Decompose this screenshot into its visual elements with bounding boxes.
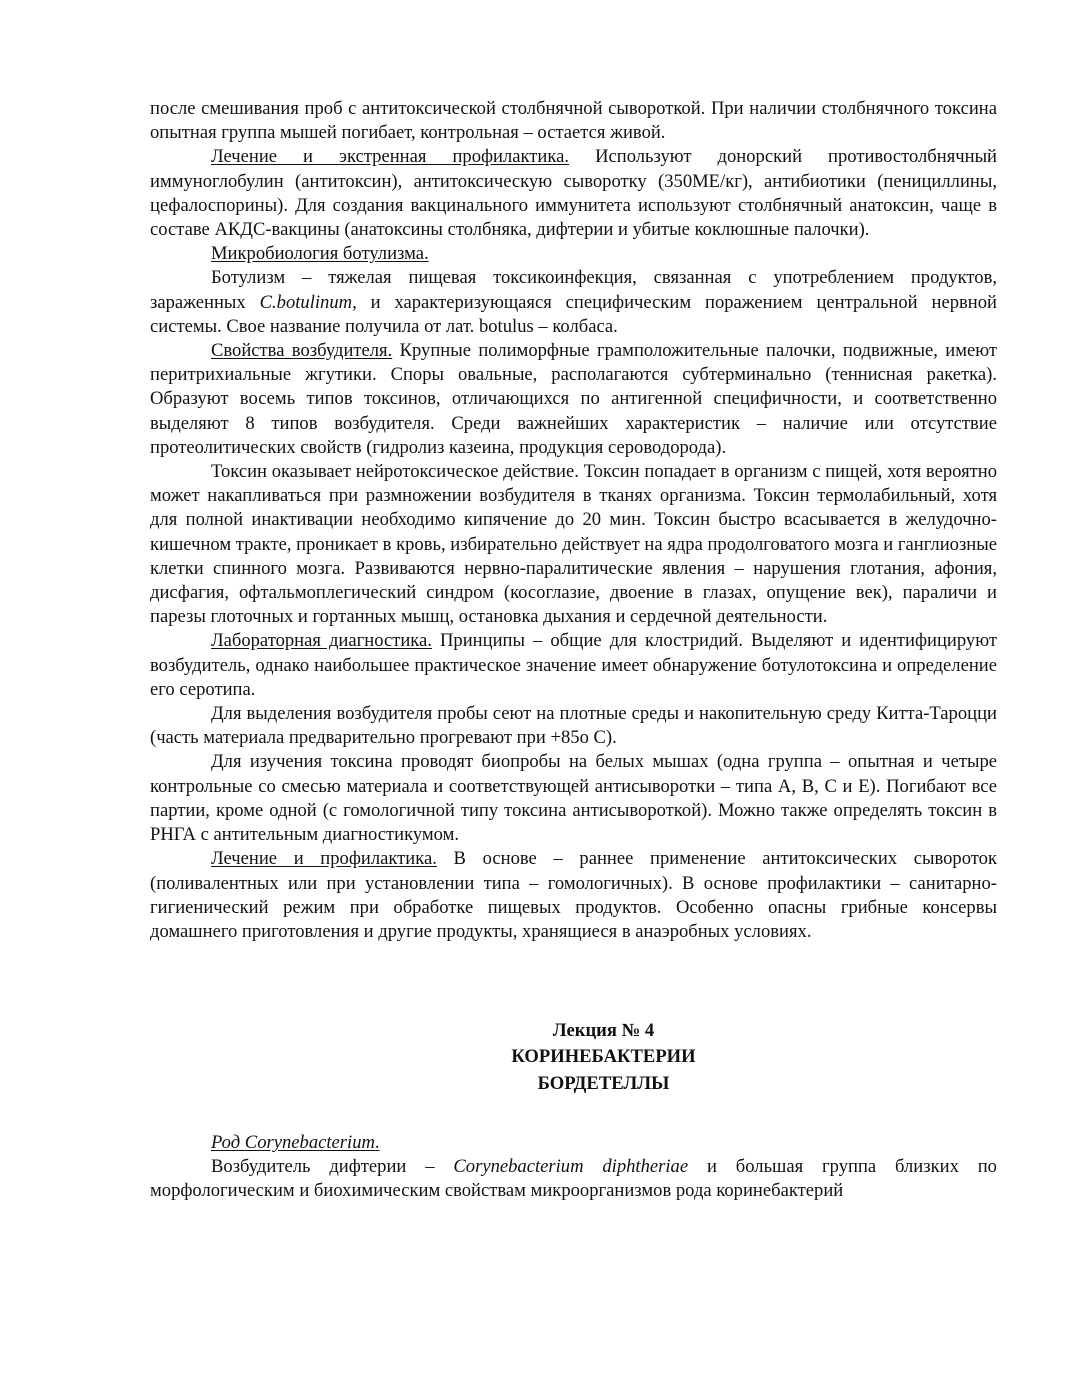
heading-period: .: [374, 1132, 380, 1153]
paragraph-text: после смешивания проб с антитоксической столбнячной сывороткой. При наличии столбнячного токсина опытная группа мышей погибает, контрольная – остается живой.: [150, 98, 997, 144]
section-heading-genus: Род Corynebacterium: [211, 1132, 375, 1153]
section-heading-botulism-treatment: Лечение и профилактика.: [211, 848, 437, 870]
paragraph-tetanus-treatment: [150, 145, 997, 242]
paragraph-tetanus-test-end: [150, 97, 997, 145]
document-page: [150, 97, 997, 1204]
paragraph-botulism-heading: [150, 242, 997, 266]
paragraph-text: Ботулизм – тяжелая пищевая токсикоинфекция, связанная с употреблением продуктов, зараженных: [150, 267, 997, 313]
paragraph-text: и большая группа близких по морфологическим и биохимическим свойствам микроорганизмов рода коринебактерий: [150, 1156, 997, 1202]
paragraph-text: , и характеризующаяся специфическим поражением центральной нервной системы. Свое название получила от лат. botulus – колбаса.: [150, 291, 998, 337]
paragraph-text: Принципы – общие для клостридий. Выделяют и идентифицируют возбудитель, однако наибольшее практическое значение имеет обнаружение ботулотоксина и определение его серотипа.: [150, 630, 997, 700]
paragraph-diphtheria-intro: [150, 1155, 997, 1203]
paragraph-text: Используют донорский противостолбнячный иммуноглобулин (антитоксин), антитоксическую сыворотку (350МЕ/кг), антибиотики (пенициллины, цефалоспорины). Для создания вакцинального иммунитета используют столбнячный анатоксин, чаще в составе АКДС-вакцины (анатоксины столбняка, дифтерии и убитые коклюшные палочки).: [150, 146, 998, 241]
section-heading-tetanus-treatment: Лечение и экстренная профилактика.: [211, 146, 570, 168]
lecture-title-block: [150, 1018, 997, 1097]
paragraph-lab-diagnostics: [150, 629, 997, 702]
paragraph-botulism-treatment: [150, 847, 997, 944]
paragraph-isolation: [150, 702, 997, 750]
paragraph-toxin: [150, 460, 997, 629]
paragraph-genus-heading: [150, 1131, 997, 1155]
species-name: C.botulinum: [259, 291, 353, 313]
paragraph-text: Для выделения возбудителя пробы сеют на плотные среды и накопительную среду Китта-Тароцци (часть материала предварительно прогревают при +85о С).: [150, 703, 997, 749]
paragraph-text: Крупные полиморфные грамположительные палочки, подвижные, имеют перитрихиальные жгутики. Споры овальные, располагаются субтерминально (теннисная ракетка). Образуют восемь типов токсинов, отличающихся по антигенной специфичности, и соответственно выделяют 8 типов возбудителя. Среди важнейших характеристик – наличие или отсутствие протеолитических свойств (гидролиз казеина, продукция сероводорода).: [150, 340, 997, 458]
paragraph-bioassay: [150, 750, 997, 847]
paragraph-text: Для изучения токсина проводят биопробы на белых мышах (одна группа – опытная и четыре контрольные со смесью материала и соответствующей антисыворотки – типа А, В, С и Е). Погибают все партии, кроме одной (с гомологичной типу токсина антисывороткой). Можно также определять токсин в РНГА с антительным диагностикумом.: [150, 751, 997, 846]
lecture-number: Лекция № 4: [552, 1020, 655, 1042]
lecture-topic-2: БОРДЕТЕЛЛЫ: [537, 1072, 670, 1094]
section-heading-lab-diagnostics: Лабораторная диагностика.: [211, 630, 432, 652]
paragraph-text: Возбудитель дифтерии –: [211, 1156, 454, 1178]
section-heading-pathogen-properties: Свойства возбудителя.: [211, 340, 393, 362]
paragraph-pathogen-properties: [150, 339, 997, 460]
species-name: Corynebacterium diphtheriae: [453, 1156, 689, 1178]
lecture-topic-1: КОРИНЕБАКТЕРИИ: [511, 1046, 696, 1068]
paragraph-botulism-intro: [150, 266, 997, 339]
paragraph-text: В основе – раннее применение антитоксических сывороток (поливалентных или при установлении типа – гомологичных). В основе профилактики – санитарно-гигиенический режим при обработке пищевых продуктов. Особенно опасны грибные консервы домашнего приготовления и другие продукты, хранящиеся в анаэробных условиях.: [150, 848, 997, 942]
section-heading-botulism: Микробиология ботулизма.: [211, 243, 429, 265]
paragraph-text: Токсин оказывает нейротоксическое действие. Токсин попадает в организм с пищей, хотя вероятно может накапливаться при размножении возбудителя в тканях организма. Токсин термолабильный, хотя для полной инактивации необходимо кипячение до 20 мин. Токсин быстро всасывается в желудочно-кишечном тракте, проникает в кровь, избирательно действует на ядра продолговатого мозга и ганглиозные клетки спинного мозга. Развиваются нервно-паралитические явления – нарушения глотания, афония, дисфагия, офтальмоплегический синдром (косоглазие, двоение в глазах, опущение век), параличи и парезы глоточных и гортанных мышц, остановка дыхания и сердечной деятельности.: [150, 461, 997, 628]
